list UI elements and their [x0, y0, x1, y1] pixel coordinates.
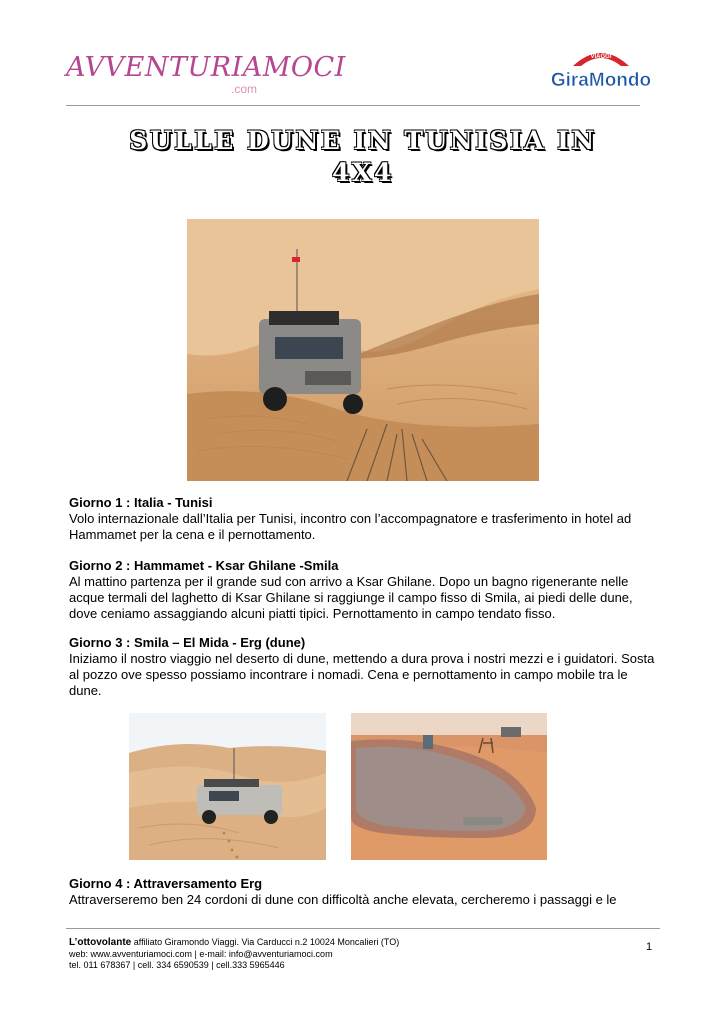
footer [69, 937, 629, 972]
logo-left-suffix: .com [231, 82, 258, 96]
day-1-section [69, 495, 659, 543]
logo-right-main: GiraMondo [551, 70, 651, 91]
day-2-body: Al mattino partenza per il grande sud con arrivo a Ksar Ghilane. Dopo un bagno rigenerante nelle acque termali del laghetto di Ksar Ghilane si raggiunge il campo fisso di Smila, ai piedi delle dune, dove ceniamo assaggiando alcuni piatti tipici. Pernottamento in campo tendato fisso. [69, 574, 633, 621]
photo-4x4-small [129, 713, 326, 860]
footer-line-3: tel. 011 678367 | cell. 334 6590539 | cell.333 5965446 [69, 960, 285, 970]
title-line-1: SULLE DUNE IN TUNISIA IN [129, 126, 597, 155]
day-3-heading: Giorno 3 : Smila – El Mida - Erg (dune) [69, 635, 306, 650]
day-4-body: Attraverseremo ben 24 cordoni di dune con difficoltà anche elevata, cercheremo i passaggi e le [69, 892, 617, 907]
logo-right-top: VIAGGI [590, 54, 612, 60]
giramondo-logo-graphic [551, 44, 651, 94]
logo-left-text: AVVENTURIAMOCI [66, 52, 346, 83]
photo-4x4-dunes [187, 219, 539, 481]
giramondo-logo [551, 44, 651, 94]
day-4-section [69, 876, 659, 908]
day-2-section [69, 558, 659, 622]
footer-line-1 [69, 937, 629, 949]
header-divider [66, 105, 640, 106]
footer-line-2: web: www.avventuriamoci.com | e-mail: info@avventuriamoci.com [69, 948, 333, 959]
day-3-section [69, 635, 659, 699]
footer-divider [66, 928, 660, 929]
photo-desert-well [351, 713, 547, 860]
footer-brand: L’ottovolante [69, 937, 132, 948]
page-number: 1 [646, 941, 653, 953]
title-line-2: 4X4 [332, 158, 394, 187]
day-3-body: Iniziamo il nostro viaggio nel deserto di dune, mettendo a dura prova i nostri mezzi e i guidatori. Sosta al pozzo ove spesso possiamo incontrare i nomadi. Cena e pernottamento in campo mobile tra le dune. [69, 651, 655, 698]
page-title [66, 125, 660, 189]
footer-address: affiliato Giramondo Viaggi. Via Carducci n.2 10024 Moncalieri (TO) [131, 937, 400, 947]
day-1-body: Volo internazionale dall’Italia per Tunisi, incontro con l’accompagnatore e trasferimento in hotel ad Hammamet per la cena e il pernottamento. [69, 511, 632, 542]
day-2-heading: Giorno 2 : Hammamet - Ksar Ghilane -Smila [69, 558, 339, 573]
day-4-heading: Giorno 4 : Attraversamento Erg [69, 876, 263, 891]
day-1-heading: Giorno 1 : Italia - Tunisi [69, 495, 213, 510]
avventuriamoci-logo [66, 52, 346, 96]
